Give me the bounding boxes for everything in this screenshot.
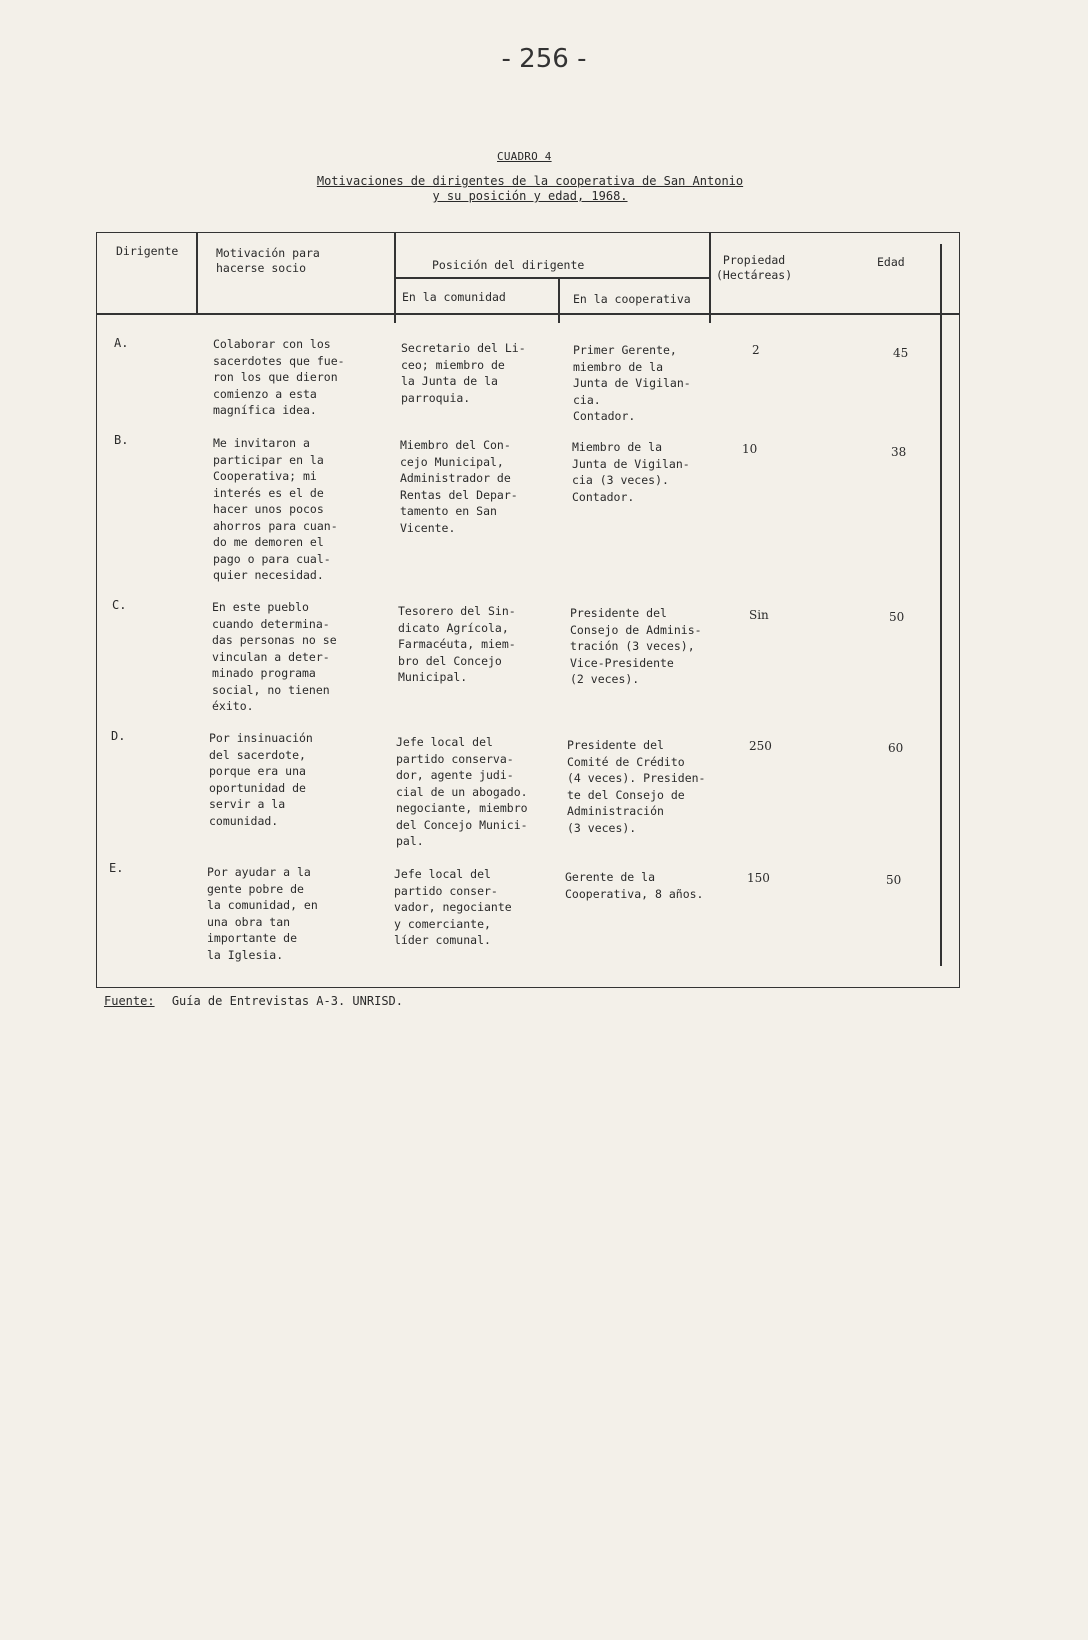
row-cooperativa: Gerente de la Cooperativa, 8 años. [565,870,704,901]
header-motivacion: Motivación para hacerse socio [216,246,320,275]
table-title-line-2: y su posición y edad, 1968. [432,189,628,203]
row-comunidad: Secretario del Li- ceo; miembro de la Junta de la parroquia. [401,341,526,405]
row-letter: A. [114,336,129,350]
col-line-cooperativa [558,277,560,323]
row-comunidad: Tesorero del Sin- dicato Agrícola, Farmacéuta, miem- bro del Concejo Municipal. [398,604,516,684]
row-propiedad: 10 [742,442,758,456]
row-edad: 45 [893,346,909,360]
page-number: - 256 - [501,44,587,74]
source-label: Fuente: [104,994,155,1008]
source-note [104,994,403,1008]
table-title-line-1: Motivaciones de dirigentes de la cooperativa de San Antonio [316,174,744,188]
row-cooperativa: Presidente del Comité de Crédito (4 veces). Presiden- te del Consejo de Administración (3 veces). [567,738,706,835]
row-propiedad: 2 [752,343,760,357]
col-line-motivacion [196,233,198,313]
row-motivacion: Me invitaron a participar en la Cooperativa; mi interés es el de hacer unos pocos ahorros para cuan- do me demoren el pago o para cual- quier necesidad. [213,436,338,582]
row-propiedad: Sin [749,608,769,622]
header-edad: Edad [877,255,905,269]
row-cooperativa: Primer Gerente, miembro de la Junta de Vigilan- cia. Contador. [573,343,691,423]
header-propiedad: Propiedad (Hectáreas) [716,253,793,282]
row-motivacion: Por insinuación del sacerdote, porque era una oportunidad de servir a la comunidad. [209,731,313,828]
col-line-right [940,244,942,966]
header-divider [96,313,960,315]
row-comunidad: Jefe local del partido conserva- dor, agente judi- cial de un abogado. negociante, miembro del Concejo Munici- pal. [396,735,528,848]
row-cooperativa: Miembro de la Junta de Vigilan- cia (3 veces). Contador. [572,440,690,504]
col-line-posicion [394,233,396,323]
row-edad: 38 [891,445,907,459]
row-motivacion: Colaborar con los sacerdotes que fue- ron los que dieron comienzo a esta magnífica idea. [213,337,345,417]
row-letter: B. [114,433,129,447]
row-edad: 50 [886,873,902,887]
source-text: Guía de Entrevistas A-3. UNRISD. [171,994,403,1008]
posicion-divider [394,277,709,279]
header-posicion: Posición del dirigente [432,258,585,272]
header-comunidad: En la comunidad [402,290,506,304]
row-letter: C. [112,598,127,612]
row-motivacion: En este pueblo cuando determina- das personas no se vinculan a deter- minado programa social, no tienen éxito. [212,600,337,713]
row-propiedad: 250 [749,739,772,753]
row-cooperativa: Presidente del Consejo de Adminis- tración (3 veces), Vice-Presidente (2 veces). [570,606,702,686]
cuadro-label: CUADRO 4 [497,150,552,163]
header-cooperativa: En la cooperativa [573,292,691,306]
row-edad: 50 [889,610,905,624]
row-comunidad: Miembro del Con- cejo Municipal, Administrador de Rentas del Depar- tamento en San Vicente. [400,438,518,535]
row-letter: D. [111,729,126,743]
row-comunidad: Jefe local del partido conser- vador, negociante y comerciante, líder comunal. [394,867,512,947]
row-edad: 60 [888,741,904,755]
row-letter: E. [109,861,124,875]
row-propiedad: 150 [747,871,770,885]
col-line-propiedad [709,233,711,323]
table-title [290,174,770,204]
header-dirigente: Dirigente [116,244,179,258]
row-motivacion: Por ayudar a la gente pobre de la comunidad, en una obra tan importante de la Iglesia. [207,865,318,962]
